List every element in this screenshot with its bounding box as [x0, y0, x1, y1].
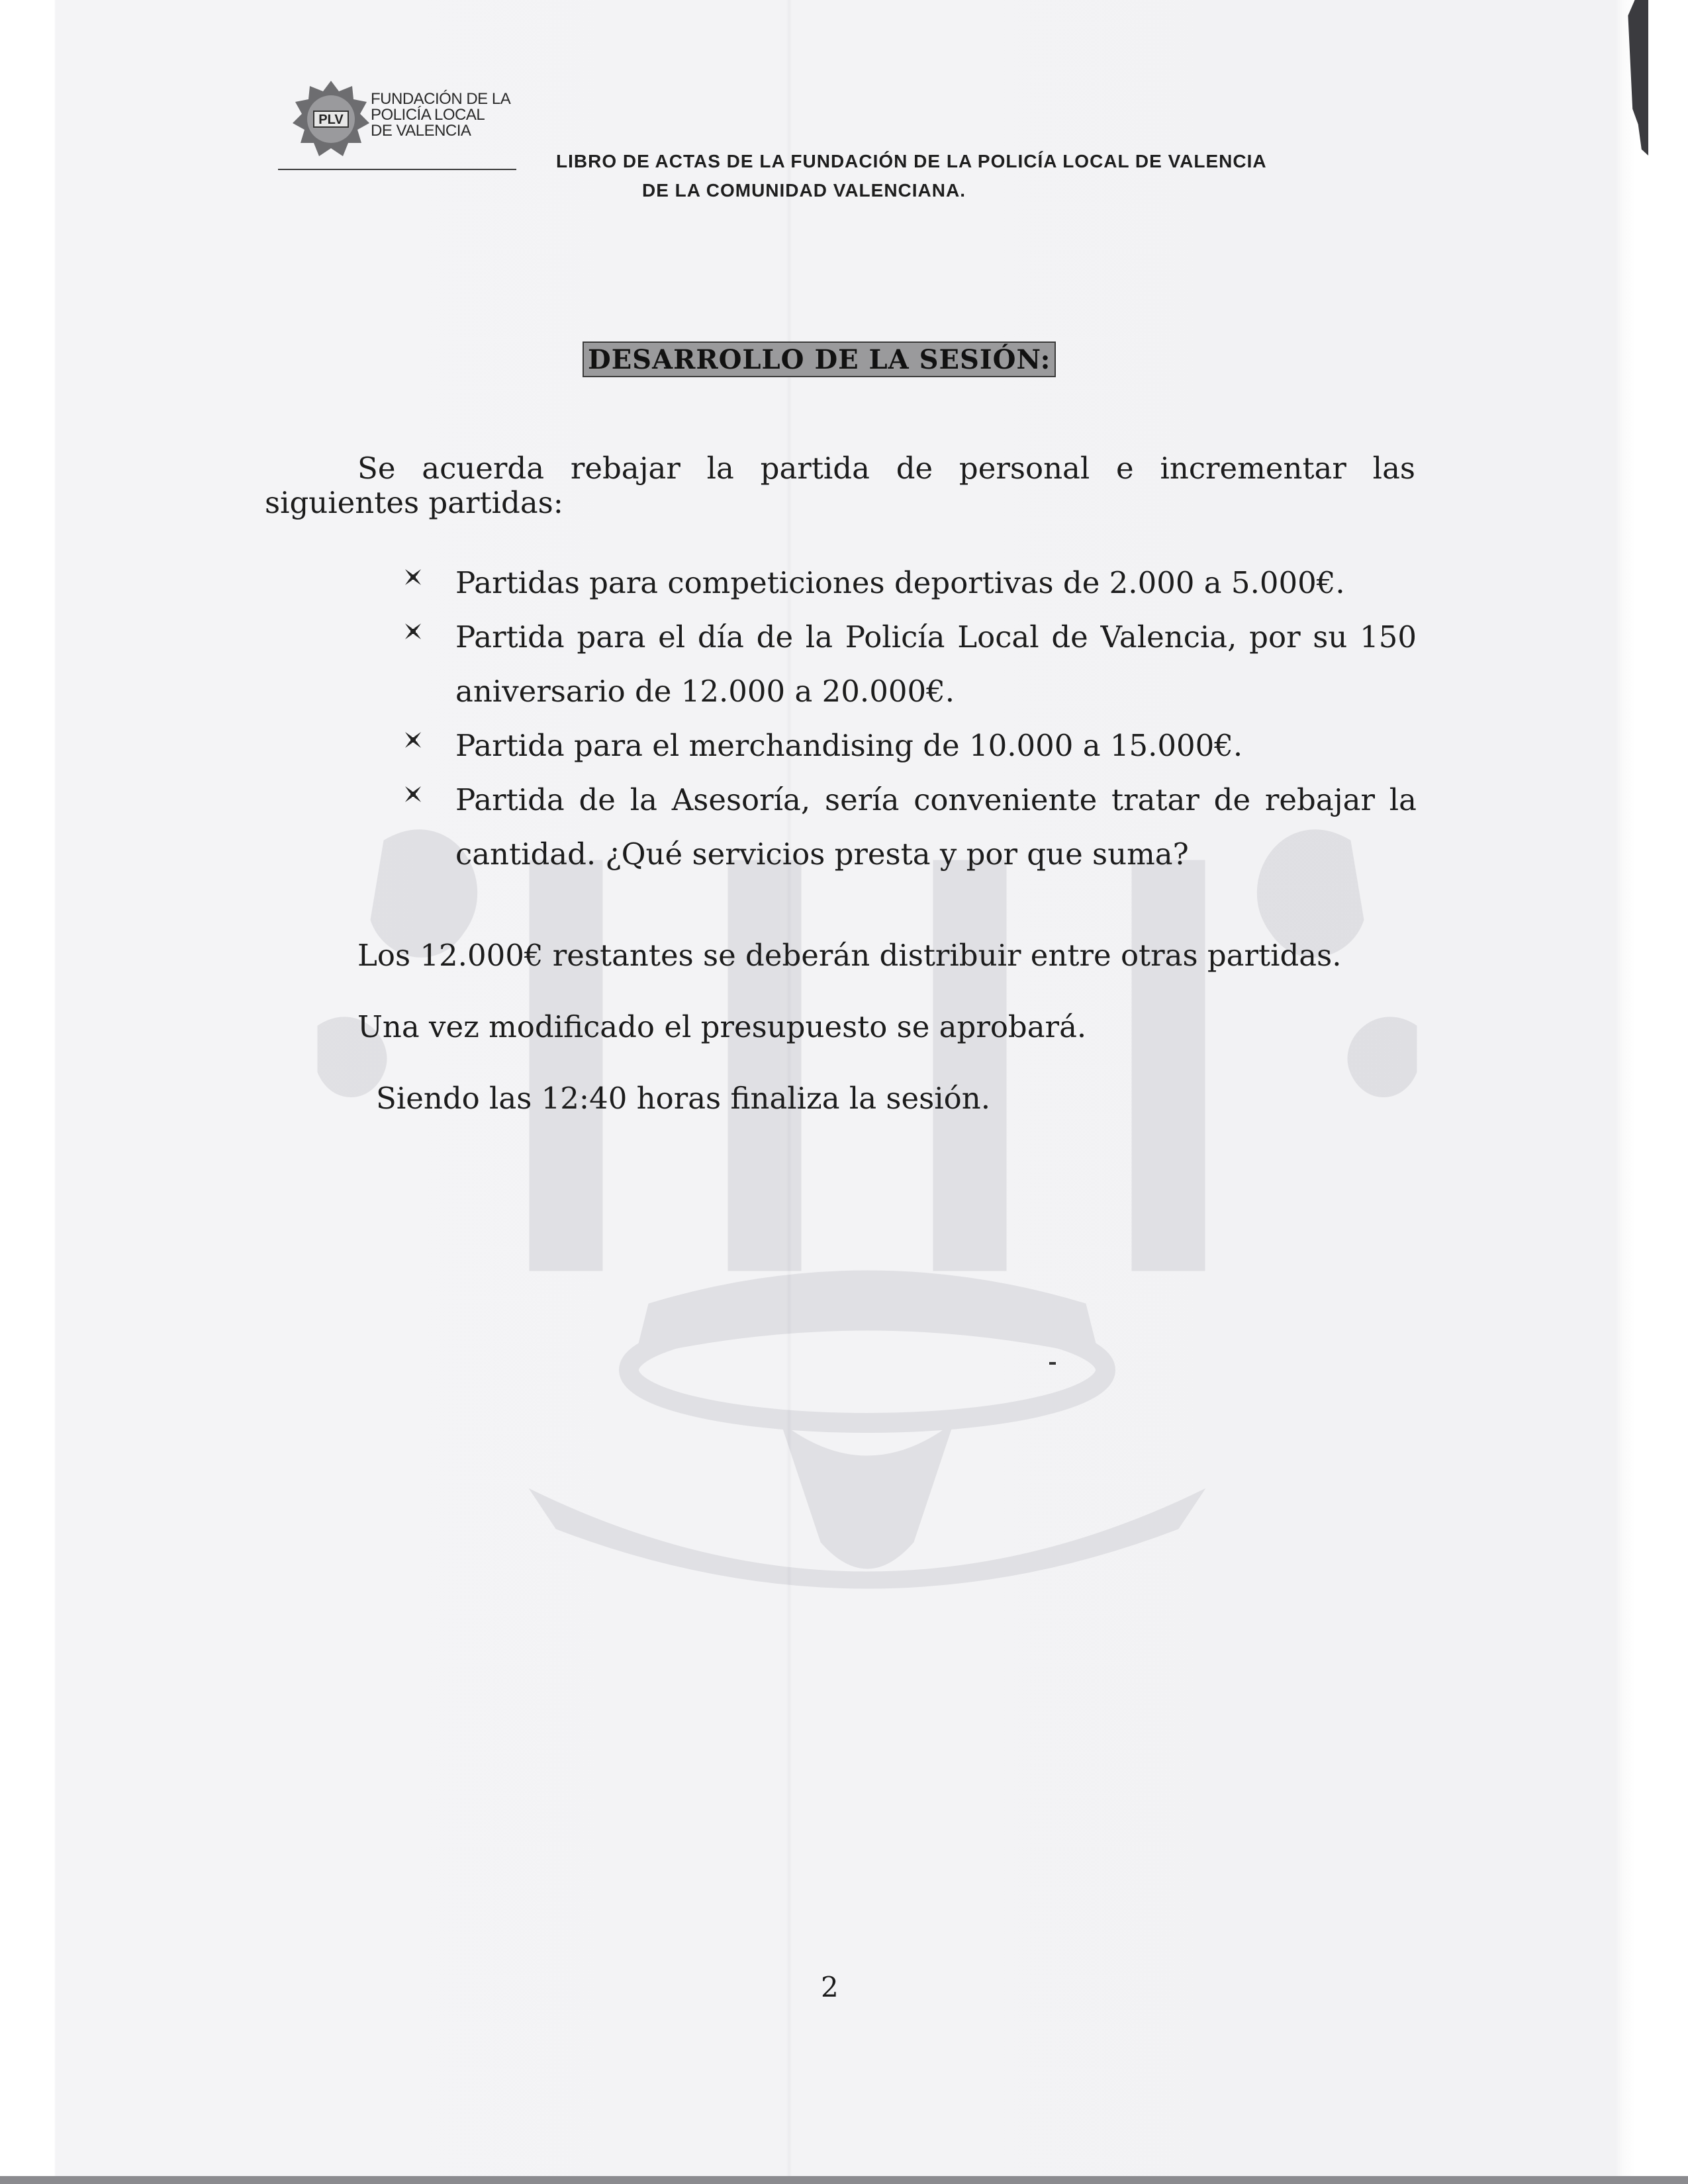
scan-speck	[1049, 1362, 1056, 1365]
header-title-line: LIBRO DE ACTAS DE LA FUNDACIÓN DE LA POLICÍA LOCAL DE VALENCIA	[556, 151, 1267, 171]
list-item-text: Partidas para competiciones deportivas de 2.000 a 5.000€.	[455, 565, 1345, 600]
remaining-funds-paragraph: Los 12.000€ restantes se deberán distribuir entre otras partidas.	[357, 938, 1342, 973]
document-header-title	[556, 147, 1417, 205]
bullet-list	[404, 556, 1417, 882]
torn-corner	[1626, 0, 1648, 156]
header-title-line: DE LA COMUNIDAD VALENCIANA.	[642, 180, 966, 201]
page-number: 2	[821, 1971, 839, 2003]
logo-line: POLICÍA LOCAL	[371, 106, 485, 124]
closing-paragraph: Siendo las 12:40 horas finaliza la sesión.	[376, 1081, 991, 1116]
list-item	[404, 773, 1417, 882]
list-item-text: Partida de la Asesoría, sería conveniente tratar de rebajar la cantidad. ¿Qué servicios presta y por que suma?	[455, 782, 1417, 872]
logo-org-name	[371, 91, 510, 139]
list-item	[404, 610, 1417, 719]
cross-pattee-icon	[404, 568, 422, 586]
section-title: DESARROLLO DE LA SESIÓN:	[583, 341, 1056, 377]
cross-pattee-icon	[404, 785, 422, 803]
foundation-logo	[278, 73, 516, 172]
svg-text:PLV: PLV	[318, 113, 344, 127]
logo-line: DE VALENCIA	[371, 122, 471, 140]
approval-paragraph: Una vez modificado el presupuesto se aprobará.	[357, 1009, 1087, 1044]
list-item-text: Partida para el día de la Policía Local de Valencia, por su 150 aniversario de 12.000 a 20.000€.	[455, 619, 1417, 709]
list-item	[404, 556, 1417, 610]
coat-of-arms-icon	[185, 761, 1575, 1655]
logo-line: FUNDACIÓN DE LA	[371, 90, 511, 108]
intro-paragraph: Se acuerda rebajar la partida de personal e incrementar las siguientes partidas:	[265, 451, 1415, 520]
header-rule	[278, 169, 516, 170]
scan-edge	[0, 2176, 1688, 2184]
police-badge-icon	[291, 79, 371, 159]
list-item-text: Partida para el merchandising de 10.000 a 15.000€.	[455, 728, 1243, 763]
cross-pattee-icon	[404, 731, 422, 749]
list-item	[404, 719, 1417, 773]
cross-pattee-icon	[404, 622, 422, 641]
